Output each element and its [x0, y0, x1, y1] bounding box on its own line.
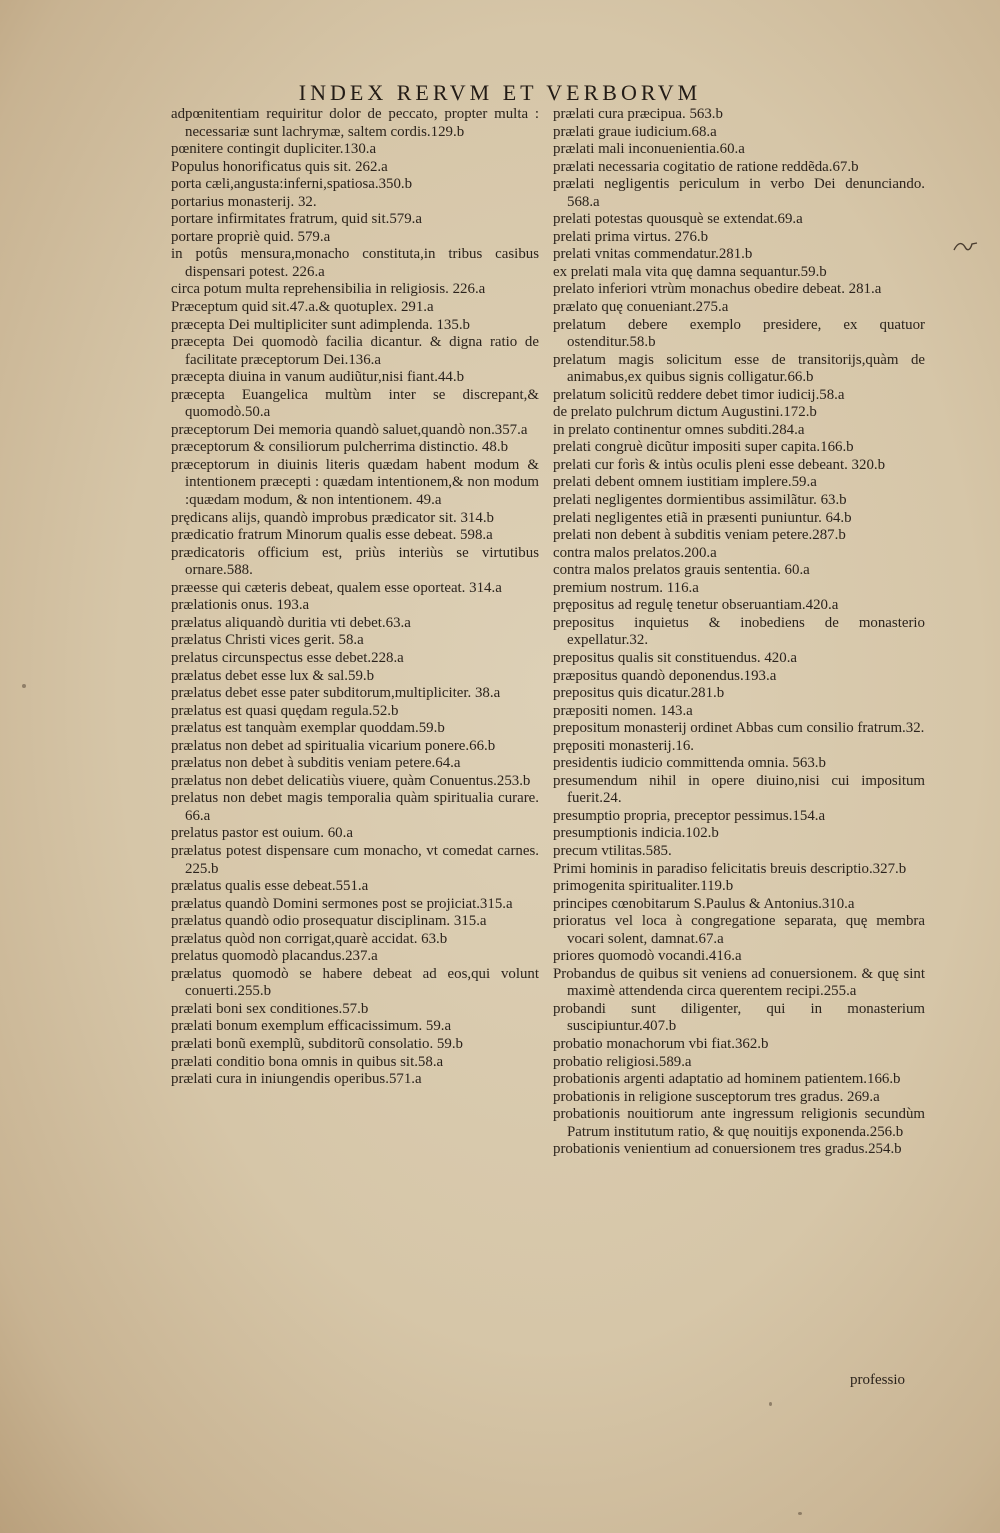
index-entry: prælati boni sex conditiones.57.b — [171, 1000, 369, 1017]
index-entry: in prelato continentur omnes subditi.284.a — [553, 421, 805, 438]
index-column-left — [171, 106, 539, 1089]
index-entry: prælatus debet esse lux & sal.59.b — [171, 667, 375, 684]
index-entry: præceptorum Dei memoria quandò saluet,quandò non.357.a — [171, 421, 528, 438]
index-entry: probatio monachorum vbi fiat.362.b — [553, 1035, 769, 1052]
catchword: professio — [850, 1372, 905, 1388]
index-entry: prędicans alijs, quandò improbus prædicator sit. 314.b — [171, 509, 494, 526]
ink-speck — [769, 1402, 772, 1406]
index-entry: prælati necessaria cogitatio de ratione reddẽda.67.b — [553, 158, 859, 175]
index-entry: prælatus quòd non corrigat,quarè accidat. 63.b — [171, 930, 448, 947]
ink-speck — [798, 1512, 802, 1515]
index-entry: presumptionis indicia.102.b — [553, 825, 719, 842]
index-entry: prelatum magis solicitum esse de transitorijs,quàm de animabus,ex quibus signis colligatur.66.b — [553, 351, 925, 386]
index-entry: prelatus pastor est ouium. 60.a — [171, 825, 353, 842]
index-entry: circa potum multa reprehensibilia in religiosis. 226.a — [171, 281, 486, 298]
index-entry: probationis venientium ad conuersionem tres gradus.254.b — [553, 1141, 902, 1158]
index-entry: probatio religiosi.589.a — [553, 1053, 692, 1070]
index-entry: probationis in religione susceptorum tres gradus. 269.a — [553, 1088, 880, 1105]
index-entry: prelatus circunspectus esse debet.228.a — [171, 649, 404, 666]
index-entry: prelati vnitas commendatur.281.b — [553, 246, 753, 263]
index-entry: prælatus Christi vices gerit. 58.a — [171, 632, 364, 649]
index-entry: primogenita spiritualiter.119.b — [553, 878, 734, 895]
index-entry: prelatum solicitũ reddere debet timor iudicij.58.a — [553, 386, 845, 403]
index-entry: portare propriè quid. 579.a — [171, 228, 331, 245]
index-entry: prelatum debere exemplo presidere, ex quatuor ostenditur.58.b — [553, 316, 925, 351]
index-entry: porta cæli,angusta:inferni,spatiosa.350.b — [171, 176, 413, 193]
running-header: INDEX RERVM ET VERBORVM — [298, 80, 702, 105]
index-entry: probationis nouitiorum ante ingressum religionis secundùm Patrum institutum ratio, & quę nouitijs exponenda.256.b — [553, 1106, 925, 1140]
index-entry: prelatus non debet magis temporalia quàm spiritualia curare. 66.a — [171, 790, 539, 824]
index-entry: prælatus aliquandò duritia vti debet.63.a — [171, 614, 411, 631]
index-entry: prioratus vel loca à congregatione separata, quę membra vocari solent, damnat.67.a — [553, 913, 925, 947]
ink-speck — [22, 684, 26, 688]
index-entry: prelatus quomodò placandus.237.a — [171, 948, 378, 965]
index-entry: præpositus quandò deponendus.193.a — [553, 667, 777, 684]
index-entry: adpœnitentiam requiritur dolor de peccato, propter multa : necessariæ sunt lachrymæ, saltem cordis.129.b — [171, 106, 539, 140]
index-entry: prepositus inquietus & inobediens de monasterio expellatur.32. — [553, 614, 925, 649]
index-entry: probandi sunt diligenter, qui in monasterium suscipiuntur.407.b — [553, 1000, 925, 1035]
index-entry: Primi hominis in paradiso felicitatis breuis descriptio.327.b — [553, 860, 907, 877]
index-entry: prælatus non debet ad spiritualia vicarium ponere.66.b — [171, 737, 496, 754]
index-entry: contra malos prelatos.200.a — [553, 544, 717, 561]
index-entry: prepositum monasterij ordinet Abbas cum consilio fratrum.32. — [553, 720, 925, 737]
index-entry: prelati debent omnem iustitiam implere.59.a — [553, 474, 817, 491]
index-entry: prædicatoris officium est, priùs interiùs se virtutibus ornare.588. — [171, 544, 539, 579]
index-entry: Præceptum quid sit.47.a.& quotuplex. 291.a — [171, 299, 434, 316]
index-entry: prælatus potest dispensare cum monacho, vt comedat carnes. 225.b — [171, 842, 539, 877]
index-entry: prelati prima virtus. 276.b — [553, 228, 709, 245]
index-entry: prælati cura præcipua. 563.b — [553, 106, 723, 122]
index-entry: probationis argenti adaptatio ad hominem patientem.166.b — [553, 1071, 901, 1088]
index-entry: contra malos prelatos grauis sententia. 60.a — [553, 562, 810, 579]
index-entry: ex prelati mala vita quę damna sequantur.59.b — [553, 263, 827, 280]
index-entry: presumptio propria, preceptor pessimus.154.a — [553, 807, 826, 824]
index-entry: principes cœnobitarum S.Paulus & Antonius.310.a — [553, 895, 855, 912]
index-entry: prælati cura in iniungendis operibus.571.a — [171, 1071, 422, 1088]
index-entry: præcepta Dei multipliciter sunt adimplenda. 135.b — [171, 316, 470, 333]
index-entry: prelati non debent à subditis veniam petere.287.b — [553, 527, 846, 544]
index-entry: prælatus quandò odio prosequatur disciplinam. 315.a — [171, 913, 487, 930]
index-entry: prælati graue iudicium.68.a — [553, 123, 717, 140]
index-entry: prælatus quomodò se habere debeat ad eos,qui volunt conuerti.255.b — [171, 965, 539, 1000]
index-entry: prepositus quis dicatur.281.b — [553, 685, 725, 702]
index-entry: prelato inferiori vtrùm monachus obedire debeat. 281.a — [553, 281, 882, 298]
index-entry: prępositus ad regulę tenetur obseruantiam.420.a — [553, 597, 839, 614]
index-entry: prælationis onus. 193.a — [171, 597, 310, 614]
index-entry: præceptorum in diuinis literis quædam habent modum & intentionem præcepti : quædam intentionem,& non modum :quædam modum, & non intentionem. 49.a — [171, 456, 539, 509]
index-entry: prælatus debet esse pater subditorum,multipliciter. 38.a — [171, 685, 501, 702]
index-entry: prelati potestas quousquè se extendat.69.a — [553, 211, 803, 228]
index-entry: prælatus est tanquàm exemplar quoddam.59.b — [171, 720, 445, 737]
index-entry: prelati congruè dicũtur impositi super capita.166.b — [553, 439, 854, 456]
index-entry: prælatus qualis esse debeat.551.a — [171, 878, 369, 895]
index-entry: prælati negligentis periculum in verbo Dei denunciando. 568.a — [553, 176, 925, 210]
index-entry: presumendum nihil in opere diuino,nisi cui impositum fuerit.24. — [553, 772, 925, 807]
index-entry: portarius monasterij. 32. — [171, 193, 317, 210]
index-entry: priores quomodò vocandi.416.a — [553, 948, 742, 965]
index-entry: Populus honorificatus quis sit. 262.a — [171, 158, 388, 175]
index-entry: prælatus est quasi quędam regula.52.b — [171, 702, 399, 719]
index-entry: presidentis iudicio committenda omnia. 563.b — [553, 755, 826, 772]
index-entry: prelati negligentes etiã in præsenti puniuntur. 64.b — [553, 509, 852, 526]
index-entry: pœnitere contingit dupliciter.130.a — [171, 141, 377, 158]
index-entry: prelati negligentes dormientibus assimilãtur. 63.b — [553, 492, 847, 509]
index-entry: prælati mali inconuenientia.60.a — [553, 141, 745, 158]
index-entry: de prelato pulchrum dictum Augustini.172.b — [553, 404, 817, 421]
index-entry: prælati bonum exemplum efficacissimum. 59.a — [171, 1018, 452, 1035]
index-entry: prælatus non debet à subditis veniam petere.64.a — [171, 755, 461, 772]
index-entry: præcepta Euangelica multùm inter se discrepant,& quomodò.50.a — [171, 386, 539, 421]
index-entry: prælatus non debet delicatiùs viuere, quàm Conuentus.253.b — [171, 772, 531, 789]
index-entry: prælati bonũ exemplũ, subditorũ consolatio. 59.b — [171, 1035, 463, 1052]
margin-ink-mark — [952, 238, 980, 256]
index-entry: præcepta Dei quomodò facilia dicantur. & digna ratio de facilitate præceptorum Dei.136.a — [171, 334, 539, 368]
index-entry: prælato quę conueniant.275.a — [553, 299, 729, 316]
index-entry: Probandus de quibus sit veniens ad conuersionem. & quę sint maximè attendenda circa querentem recipi.255.a — [553, 965, 925, 1000]
index-entry: præesse qui cæteris debeat, qualem esse oporteat. 314.a — [171, 579, 502, 596]
index-entry: prępositi monasterij.16. — [553, 737, 695, 754]
index-entry: in potûs mensura,monacho constituta,in tribus casibus dispensari potest. 226.a — [171, 246, 539, 280]
index-entry: prepositus qualis sit constituendus. 420.a — [553, 649, 798, 666]
index-entry: premium nostrum. 116.a — [553, 579, 699, 596]
index-entry: precum vtilitas.585. — [553, 842, 672, 859]
index-entry: prælatus quandò Domini sermones post se projiciat.315.a — [171, 895, 513, 912]
index-entry: prælati conditio bona omnis in quibus sit.58.a — [171, 1053, 444, 1070]
index-entry: præceptorum & consiliorum pulcherrima distinctio. 48.b — [171, 439, 509, 456]
index-entry: prædicatio fratrum Minorum qualis esse debeat. 598.a — [171, 527, 493, 544]
index-column-right — [553, 106, 925, 1159]
index-entry: prelati cur forìs & intùs oculis pleni esse debeant. 320.b — [553, 456, 886, 473]
index-entry: præcepta diuina in vanum audiũtur,nisi fiant.44.b — [171, 369, 465, 386]
index-entry: portare infirmitates fratrum, quid sit.579.a — [171, 211, 423, 228]
index-entry: præpositi nomen. 143.a — [553, 702, 693, 719]
